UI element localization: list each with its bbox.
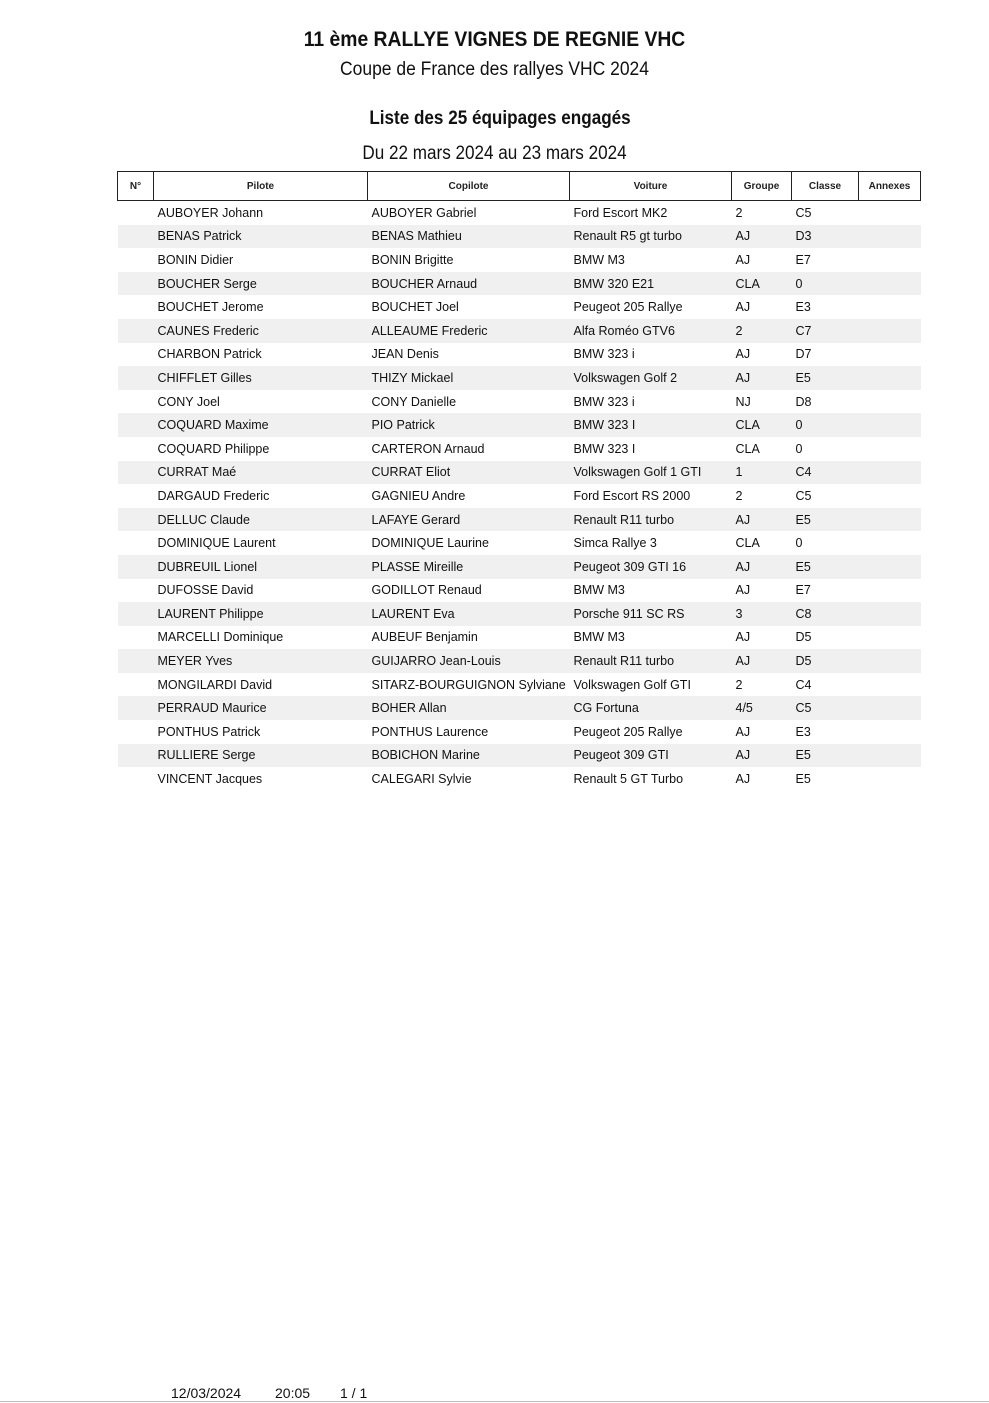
cell-number: [118, 390, 154, 414]
table-row: [118, 673, 921, 697]
table-row: [118, 484, 921, 508]
table-row: [118, 225, 921, 249]
cell-copilote: DOMINIQUE Laurine: [371, 536, 489, 551]
cell-voiture: Alfa Roméo GTV6: [570, 319, 732, 343]
cell-classe: 0: [795, 536, 803, 551]
cell-annexes: [859, 649, 921, 673]
cell-voiture: Peugeot 205 Rallye: [573, 300, 683, 315]
cell-groupe: AJ: [732, 744, 792, 768]
cell-annexes: [859, 461, 921, 485]
cell-groupe: AJ: [732, 366, 792, 390]
cell-pilote: DUBREUIL Lionel: [154, 555, 368, 579]
cell-annexes: [859, 673, 921, 697]
cell-number: [118, 720, 154, 744]
cell-copilote: CURRAT Eliot: [368, 461, 570, 485]
cell-annexes: [859, 343, 921, 367]
cell-classe: D3: [792, 225, 859, 249]
cell-groupe: AJ: [735, 347, 751, 362]
cell-classe: C8: [792, 602, 859, 626]
cell-number: [118, 201, 154, 225]
cell-number: [118, 508, 154, 532]
cell-classe: E5: [792, 508, 859, 532]
cell-annexes: [859, 508, 921, 532]
page-number: 1 / 1: [340, 1385, 368, 1401]
cell-classe: 0: [795, 441, 803, 456]
table-row: [118, 413, 921, 437]
cell-annexes: [859, 295, 921, 319]
cell-copilote: SITARZ-BOURGUIGNON Sylviane: [371, 677, 566, 692]
cell-voiture: BMW 323 I: [573, 441, 636, 456]
cell-classe: E7: [795, 583, 811, 598]
cell-groupe: 2: [735, 205, 743, 220]
cell-pilote: AUBOYER Johann: [157, 205, 264, 220]
cell-annexes: [859, 602, 921, 626]
cell-annexes: [859, 555, 921, 579]
cell-number: [118, 461, 154, 485]
cell-copilote: BOUCHER Arnaud: [368, 272, 570, 296]
cell-classe: 0: [792, 413, 859, 437]
cell-annexes: [859, 626, 921, 650]
cell-copilote: GODILLOT Renaud: [371, 583, 482, 598]
cell-groupe: 2: [735, 488, 743, 503]
cell-copilote: GUIJARRO Jean-Louis: [368, 649, 570, 673]
cell-annexes: [859, 484, 921, 508]
cell-pilote: PERRAUD Maurice: [154, 696, 368, 720]
cell-classe: E5: [792, 555, 859, 579]
table-row: [118, 696, 921, 720]
cell-voiture: Volkswagen Golf 1 GTI: [570, 461, 732, 485]
cell-groupe: 4/5: [732, 696, 792, 720]
cell-groupe: AJ: [735, 630, 751, 645]
table-row: [118, 508, 921, 532]
cell-classe: C7: [792, 319, 859, 343]
cell-copilote: PLASSE Mireille: [368, 555, 570, 579]
cell-pilote: MEYER Yves: [154, 649, 368, 673]
cell-groupe: 2: [732, 319, 792, 343]
cell-copilote: ALLEAUME Frederic: [368, 319, 570, 343]
table-row: [118, 531, 921, 555]
cell-pilote: COQUARD Philippe: [157, 441, 270, 456]
cell-copilote: PONTHUS Laurence: [371, 724, 489, 739]
cell-pilote: BENAS Patrick: [154, 225, 368, 249]
cell-pilote: DARGAUD Frederic: [157, 488, 270, 503]
column-header-copilote: Copilote: [368, 172, 570, 201]
cell-groupe: AJ: [732, 555, 792, 579]
cell-annexes: [859, 319, 921, 343]
cell-voiture: Porsche 911 SC RS: [570, 602, 732, 626]
table-row: [118, 579, 921, 603]
cell-classe: E5: [792, 744, 859, 768]
cell-copilote: CALEGARI Sylvie: [371, 772, 472, 787]
table-body: [118, 201, 921, 791]
cell-pilote: CHIFFLET Gilles: [154, 366, 368, 390]
cell-number: [118, 413, 154, 437]
table-row: [118, 649, 921, 673]
cell-copilote: CONY Danielle: [371, 394, 457, 409]
event-dates: Du 22 mars 2024 au 23 mars 2024: [362, 143, 627, 164]
cell-groupe: AJ: [735, 300, 751, 315]
table-row: [118, 555, 921, 579]
table-row: [118, 767, 921, 791]
cell-groupe: AJ: [732, 508, 792, 532]
cell-voiture: BMW M3: [573, 252, 625, 267]
cell-pilote: COQUARD Maxime: [154, 413, 368, 437]
cell-annexes: [859, 744, 921, 768]
cell-voiture: Ford Escort RS 2000: [573, 488, 691, 503]
cell-voiture: BMW M3: [573, 583, 625, 598]
table-row: [118, 390, 921, 414]
cell-pilote: CAUNES Frederic: [154, 319, 368, 343]
cell-annexes: [859, 531, 921, 555]
table-row: [118, 461, 921, 485]
cell-voiture: Peugeot 205 Rallye: [573, 724, 683, 739]
cell-pilote: MONGILARDI David: [157, 677, 273, 692]
cell-classe: 0: [792, 272, 859, 296]
cell-classe: C4: [795, 677, 812, 692]
cell-voiture: Volkswagen Golf GTI: [573, 677, 691, 692]
cell-annexes: [859, 201, 921, 225]
cell-classe: E3: [795, 724, 811, 739]
table-row: [118, 319, 921, 343]
cell-groupe: CLA: [732, 413, 792, 437]
cell-copilote: CARTERON Arnaud: [371, 441, 485, 456]
cell-groupe: CLA: [732, 272, 792, 296]
cell-groupe: 2: [735, 677, 743, 692]
cell-classe: C5: [795, 488, 812, 503]
cell-annexes: [859, 720, 921, 744]
cell-number: [118, 696, 154, 720]
cell-classe: C4: [792, 461, 859, 485]
cell-voiture: Peugeot 309 GTI: [570, 744, 732, 768]
cell-number: [118, 437, 154, 461]
print-time: 20:05: [275, 1385, 311, 1401]
cell-voiture: BMW M3: [573, 630, 625, 645]
cell-pilote: RULLIERE Serge: [154, 744, 368, 768]
cell-copilote: AUBEUF Benjamin: [371, 630, 478, 645]
cell-groupe: AJ: [735, 772, 751, 787]
cell-classe: D5: [795, 630, 812, 645]
table-row: [118, 720, 921, 744]
cell-groupe: CLA: [735, 536, 760, 551]
table-row: [118, 626, 921, 650]
column-header-voiture: Voiture: [570, 172, 732, 201]
cell-number: [118, 626, 154, 650]
cell-voiture: Simca Rallye 3: [573, 536, 657, 551]
cell-number: [118, 272, 154, 296]
cell-voiture: Renault R11 turbo: [570, 649, 732, 673]
cell-number: [118, 744, 154, 768]
table-row: [118, 201, 921, 225]
cell-number: [118, 248, 154, 272]
cell-pilote: BOUCHET Jerome: [157, 300, 264, 315]
cell-groupe: CLA: [735, 441, 760, 456]
cell-annexes: [859, 437, 921, 461]
list-title: Liste des 25 équipages engagés: [369, 108, 631, 129]
cell-groupe: AJ: [732, 649, 792, 673]
cell-number: [118, 531, 154, 555]
table-row: [118, 272, 921, 296]
cell-annexes: [859, 413, 921, 437]
cell-number: [118, 579, 154, 603]
cell-groupe: AJ: [735, 583, 751, 598]
cell-annexes: [859, 272, 921, 296]
cell-voiture: BMW 323 i: [573, 394, 635, 409]
entries-table: [117, 171, 921, 791]
cell-groupe: AJ: [735, 252, 751, 267]
cell-classe: D8: [795, 394, 812, 409]
cell-groupe: AJ: [735, 724, 751, 739]
cell-number: [118, 767, 154, 791]
cell-classe: E3: [795, 300, 811, 315]
cell-number: [118, 484, 154, 508]
cell-annexes: [859, 767, 921, 791]
cell-pilote: CURRAT Maé: [154, 461, 368, 485]
cell-pilote: BONIN Didier: [157, 252, 234, 267]
cell-number: [118, 319, 154, 343]
cell-classe: D5: [792, 649, 859, 673]
cell-copilote: PIO Patrick: [368, 413, 570, 437]
cell-pilote: DUFOSSE David: [157, 583, 254, 598]
cell-pilote: CONY Joel: [157, 394, 220, 409]
cell-annexes: [859, 366, 921, 390]
cell-voiture: Renault 5 GT Turbo: [573, 772, 684, 787]
cell-pilote: VINCENT Jacques: [157, 772, 263, 787]
cell-groupe: 1: [732, 461, 792, 485]
cell-groupe: 3: [732, 602, 792, 626]
cell-voiture: Volkswagen Golf 2: [570, 366, 732, 390]
cell-copilote: BONIN Brigitte: [371, 252, 454, 267]
cell-annexes: [859, 390, 921, 414]
cell-pilote: BOUCHER Serge: [154, 272, 368, 296]
cell-voiture: Renault R5 gt turbo: [570, 225, 732, 249]
cell-number: [118, 602, 154, 626]
cell-copilote: THIZY Mickael: [368, 366, 570, 390]
table-row: [118, 295, 921, 319]
table-row: [118, 602, 921, 626]
cell-voiture: BMW 323 i: [573, 347, 635, 362]
cell-voiture: BMW 323 I: [570, 413, 732, 437]
column-header-number: N°: [118, 172, 154, 201]
cell-classe: C5: [792, 696, 859, 720]
column-header-classe: Classe: [792, 172, 859, 201]
cell-classe: E5: [795, 772, 811, 787]
cell-copilote: BOUCHET Joel: [371, 300, 459, 315]
cell-groupe: AJ: [732, 225, 792, 249]
print-date: 12/03/2024: [171, 1385, 242, 1401]
cell-annexes: [859, 225, 921, 249]
table-header-row: [118, 172, 921, 201]
cell-number: [118, 649, 154, 673]
column-header-groupe: Groupe: [732, 172, 792, 201]
cell-number: [118, 343, 154, 367]
cell-copilote: BOBICHON Marine: [368, 744, 570, 768]
table-row: [118, 744, 921, 768]
cell-annexes: [859, 248, 921, 272]
document-title: 11 ème RALLYE VIGNES DE REGNIE VHC: [303, 28, 686, 51]
cell-classe: D7: [795, 347, 812, 362]
cell-number: [118, 366, 154, 390]
cell-copilote: BOHER Allan: [368, 696, 570, 720]
cell-copilote: GAGNIEU Andre: [371, 488, 466, 503]
cell-copilote: JEAN Denis: [371, 347, 439, 362]
cell-pilote: CHARBON Patrick: [157, 347, 262, 362]
table-row: [118, 248, 921, 272]
table-row: [118, 437, 921, 461]
column-header-pilote: Pilote: [154, 172, 368, 201]
table-row: [118, 343, 921, 367]
cell-classe: E7: [795, 252, 811, 267]
page-bottom-divider: [0, 1401, 989, 1402]
document-subtitle: Coupe de France des rallyes VHC 2024: [339, 59, 649, 80]
cell-annexes: [859, 696, 921, 720]
cell-number: [118, 555, 154, 579]
cell-copilote: AUBOYER Gabriel: [371, 205, 477, 220]
cell-number: [118, 225, 154, 249]
cell-copilote: LAURENT Eva: [368, 602, 570, 626]
cell-pilote: LAURENT Philippe: [154, 602, 368, 626]
cell-number: [118, 673, 154, 697]
cell-copilote: LAFAYE Gerard: [368, 508, 570, 532]
cell-classe: E5: [792, 366, 859, 390]
cell-voiture: BMW 320 E21: [570, 272, 732, 296]
column-header-annexes: Annexes: [859, 172, 921, 201]
cell-pilote: MARCELLI Dominique: [157, 630, 284, 645]
cell-voiture: Renault R11 turbo: [570, 508, 732, 532]
cell-pilote: DOMINIQUE Laurent: [157, 536, 276, 551]
cell-copilote: BENAS Mathieu: [368, 225, 570, 249]
table-row: [118, 366, 921, 390]
cell-voiture: Ford Escort MK2: [573, 205, 668, 220]
cell-pilote: DELLUC Claude: [154, 508, 368, 532]
cell-number: [118, 295, 154, 319]
cell-classe: C5: [795, 205, 812, 220]
cell-voiture: Peugeot 309 GTI 16: [570, 555, 732, 579]
cell-groupe: NJ: [735, 394, 751, 409]
cell-annexes: [859, 579, 921, 603]
cell-pilote: PONTHUS Patrick: [157, 724, 261, 739]
cell-voiture: CG Fortuna: [570, 696, 732, 720]
